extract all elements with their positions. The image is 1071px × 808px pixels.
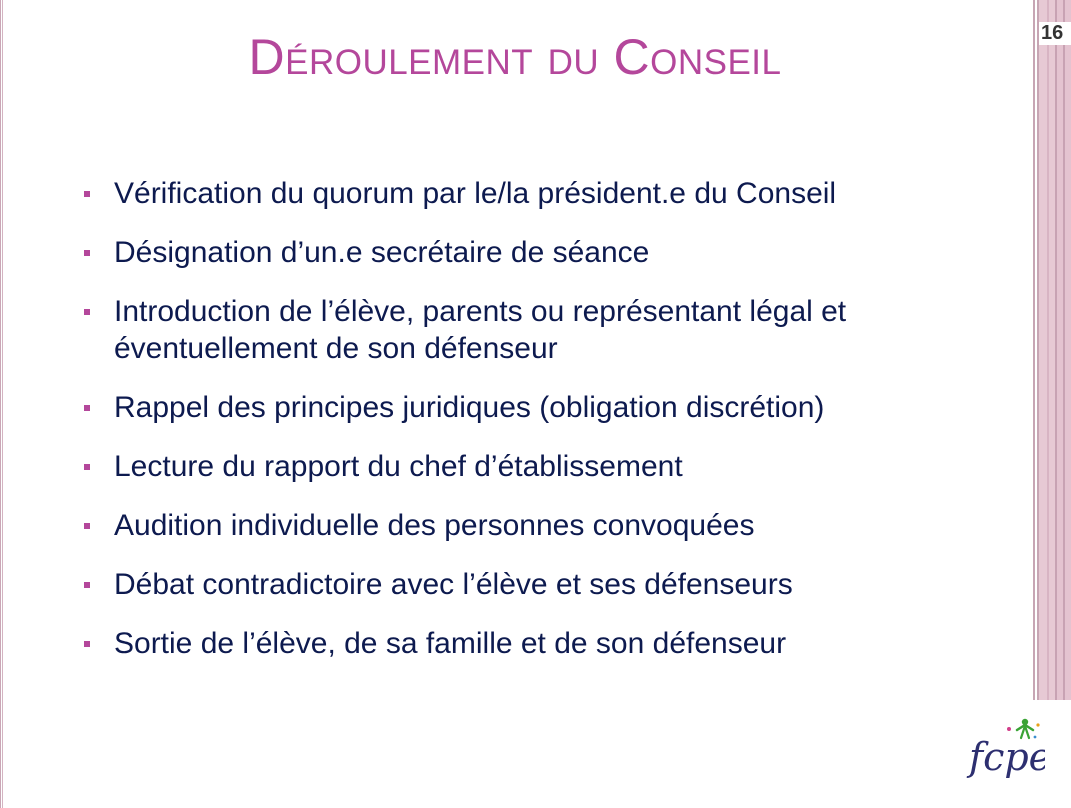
bullet-item [82, 175, 1002, 212]
square-bullet-icon [84, 464, 90, 470]
bullet-text: Rappel des principes juridiques (obligation discrétion) [114, 391, 825, 424]
bullet-text: Lecture du rapport du chef d’établissement [114, 450, 683, 483]
square-bullet-icon [84, 191, 90, 197]
logo-wordmark: fcpe [969, 735, 1045, 779]
bullet-item [82, 234, 1002, 271]
bullet-text: Audition individuelle des personnes convoquées [114, 509, 755, 542]
square-bullet-icon [84, 582, 90, 588]
left-border-decoration [0, 0, 5, 808]
bullet-item [82, 293, 1002, 367]
bullet-item [82, 448, 1002, 485]
square-bullet-icon [84, 250, 90, 256]
square-bullet-icon [84, 309, 90, 315]
square-bullet-icon [84, 405, 90, 411]
slide-title: Déroulement du Conseil [248, 29, 782, 85]
bullet-item [82, 566, 1002, 603]
square-bullet-icon [84, 523, 90, 529]
bullet-item [82, 389, 1002, 426]
bullet-text: Introduction de l’élève, parents ou représentant légal et éventuellement de son défenseur [114, 295, 847, 365]
bullet-item [82, 625, 1002, 662]
bullet-text: Vérification du quorum par le/la président.e du Conseil [114, 177, 837, 210]
bullet-item [82, 507, 1002, 544]
square-bullet-icon [84, 641, 90, 647]
bullet-list [82, 175, 1002, 684]
bullet-text: Débat contradictoire avec l’élève et ses défenseurs [114, 568, 793, 601]
fcpe-logo-graphic [965, 712, 1045, 782]
page-number: 16 [1039, 22, 1071, 45]
bullet-text: Sortie de l’élève, de sa famille et de son défenseur [114, 627, 787, 660]
right-stripes-decoration [1031, 0, 1071, 700]
bullet-text: Désignation d’un.e secrétaire de séance [114, 236, 650, 269]
fcpe-logo-icon [965, 712, 1045, 782]
